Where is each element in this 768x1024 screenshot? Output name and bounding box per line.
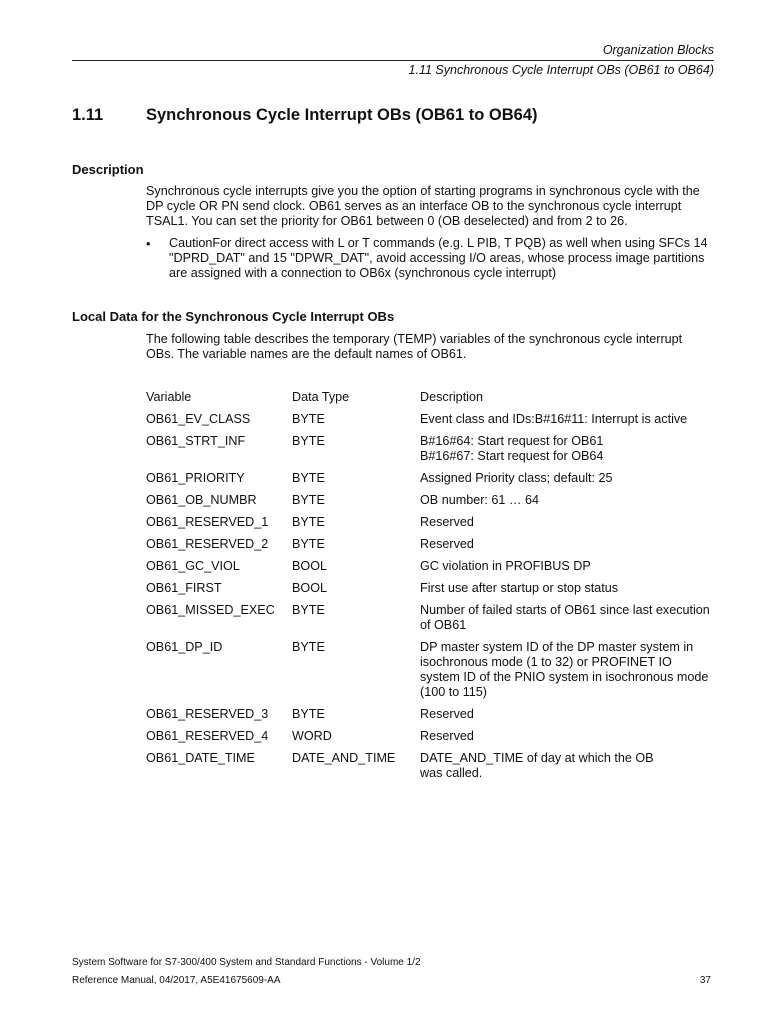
description-line: Reserved [420, 515, 474, 529]
running-header-section: 1.11 Synchronous Cycle Interrupt OBs (OB61 to OB64) [408, 63, 714, 77]
description-line: Reserved [420, 707, 474, 721]
description-line: was called. [420, 766, 483, 780]
description-line: Reserved [420, 537, 474, 551]
table-header-row [146, 390, 711, 405]
description-line: B#16#64: Start request for OB61 [420, 434, 604, 448]
footer-manual-info: Reference Manual, 04/2017, A5E41675609-AA [72, 975, 281, 986]
cell-data-type: BYTE [292, 471, 325, 485]
description-line: OB number: 61 … 64 [420, 493, 540, 507]
description-line: B#16#67: Start request for OB64 [420, 449, 604, 463]
column-header-data-type: Data Type [292, 390, 350, 404]
footer-title: System Software for S7-300/400 System and Standard Functions - Volume 1/2 [72, 957, 421, 968]
header-rule [72, 60, 714, 61]
local-data-table [146, 390, 711, 788]
cell-description [420, 515, 711, 530]
cell-description [420, 707, 711, 722]
cell-variable: OB61_GC_VIOL [146, 559, 240, 573]
table-row [146, 434, 711, 464]
cell-data-type: BOOL [292, 581, 327, 595]
cell-data-type: BYTE [292, 603, 325, 617]
description-line: Assigned Priority class; default: 25 [420, 471, 613, 485]
cell-data-type: BOOL [292, 559, 327, 573]
section-title: Synchronous Cycle Interrupt OBs (OB61 to OB64) [146, 106, 538, 124]
cell-description [420, 559, 711, 574]
description-line: DATE_AND_TIME of day at which the OB [420, 751, 654, 765]
cell-variable: OB61_PRIORITY [146, 471, 245, 485]
cell-variable: OB61_RESERVED_1 [146, 515, 269, 529]
description-line: DP master system ID of the DP master system in isochronous mode (1 to 32) or PROFINET IO system ID of the PNIO system in isochronous mode (100 to 115) [420, 640, 709, 699]
table-row [146, 640, 711, 700]
cell-data-type: BYTE [292, 537, 325, 551]
section-number: 1.11 [72, 106, 104, 124]
table-row [146, 751, 711, 781]
running-header-chapter: Organization Blocks [602, 43, 714, 57]
description-paragraph: Synchronous cycle interrupts give you the option of starting programs in synchronous cycle with the DP cycle OR PN send clock. OB61 serves as an interface OB to the synchronous cycle interrupt TSAL1. You can set the priority for OB61 between 0 (OB deselected) and from 2 to 26. [146, 184, 700, 228]
local-data-paragraph: The following table describes the temporary (TEMP) variables of the synchronous cycle interrupt OBs. The variable names are the default names of OB61. [146, 332, 683, 361]
cell-variable: OB61_DATE_TIME [146, 751, 255, 765]
description-line: First use after startup or stop status [420, 581, 619, 595]
cell-variable: OB61_EV_CLASS [146, 412, 251, 426]
cell-description [420, 581, 711, 596]
column-header-description: Description [420, 390, 483, 404]
cell-data-type: BYTE [292, 412, 325, 426]
cell-description [420, 471, 711, 486]
bullet-marker: • [146, 237, 151, 251]
cell-description [420, 640, 711, 700]
table-row [146, 412, 711, 427]
caution-bullet-text: CautionFor direct access with L or T commands (e.g. L PIB, T PQB) as well when using SFCs 14 "DPRD_DAT" and 15 "DPWR_DAT", avoid accessing I/O areas, whose process image partitions are assigned with a connection to OB6x (synchronous cycle interrupt) [169, 236, 708, 280]
cell-data-type: WORD [292, 729, 332, 743]
cell-description [420, 537, 711, 552]
cell-variable: OB61_OB_NUMBR [146, 493, 257, 507]
cell-description [420, 603, 711, 633]
cell-description [420, 493, 711, 508]
cell-variable: OB61_STRT_INF [146, 434, 246, 448]
cell-description [420, 751, 711, 781]
description-line: Event class and IDs:B#16#11: Interrupt is active [420, 412, 688, 426]
cell-variable: OB61_RESERVED_3 [146, 707, 269, 721]
table-row [146, 471, 711, 486]
description-line: GC violation in PROFIBUS DP [420, 559, 591, 573]
cell-data-type: BYTE [292, 434, 325, 448]
description-heading: Description [72, 162, 144, 177]
cell-variable: OB61_RESERVED_2 [146, 537, 269, 551]
cell-variable: OB61_MISSED_EXEC [146, 603, 275, 617]
cell-data-type: BYTE [292, 493, 325, 507]
cell-description [420, 412, 711, 427]
cell-variable: OB61_RESERVED_4 [146, 729, 269, 743]
cell-data-type: DATE_AND_TIME [292, 751, 396, 765]
cell-variable: OB61_FIRST [146, 581, 222, 595]
local-data-heading: Local Data for the Synchronous Cycle Interrupt OBs [72, 309, 395, 324]
cell-variable: OB61_DP_ID [146, 640, 223, 654]
description-line: Reserved [420, 729, 474, 743]
table-row [146, 603, 711, 633]
table-body [146, 412, 711, 781]
table-row [146, 537, 711, 552]
cell-data-type: BYTE [292, 707, 325, 721]
table-row [146, 581, 711, 596]
column-header-variable: Variable [146, 390, 192, 404]
cell-description [420, 434, 711, 464]
table-row [146, 515, 711, 530]
cell-data-type: BYTE [292, 515, 325, 529]
page-number: 37 [699, 975, 711, 986]
table-row [146, 729, 711, 744]
table-row [146, 559, 711, 574]
cell-description [420, 729, 711, 744]
description-line: Number of failed starts of OB61 since last execution of OB61 [420, 603, 710, 632]
table-row [146, 493, 711, 508]
cell-data-type: BYTE [292, 640, 325, 654]
table-row [146, 707, 711, 722]
